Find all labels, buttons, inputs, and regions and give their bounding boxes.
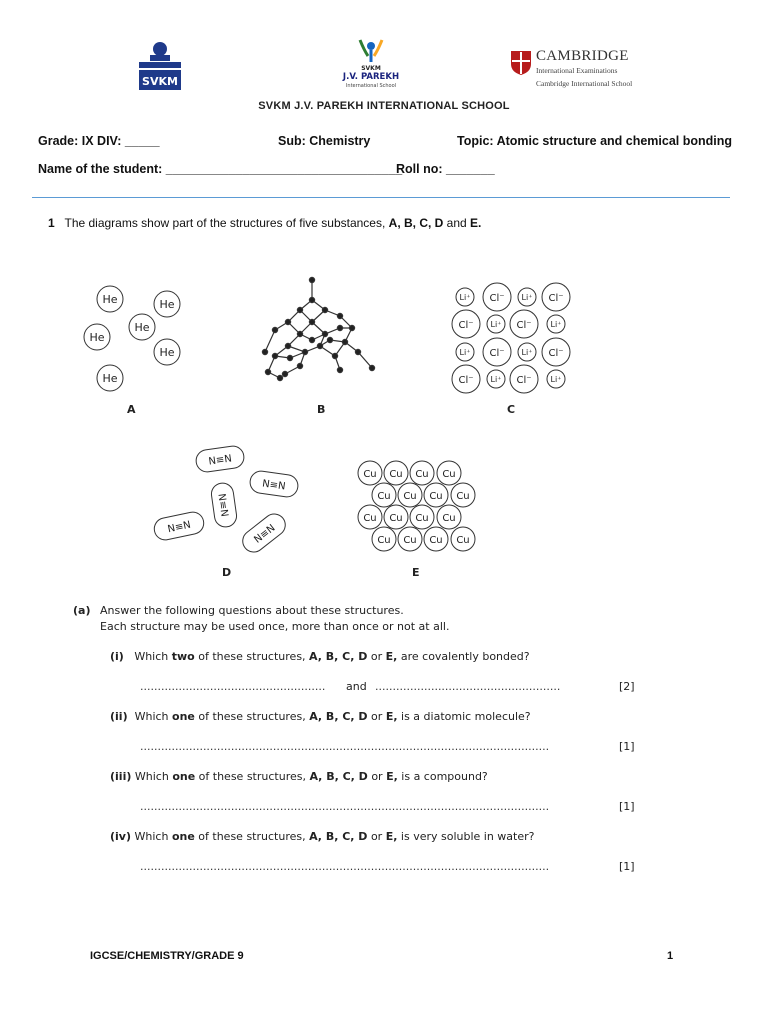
intro-text: The diagrams show part of the structures of five substances, [64,216,386,230]
svg-text:N≡N: N≡N [215,492,230,518]
he-atom: He [89,331,105,344]
footer-course: IGCSE/CHEMISTRY/GRADE 9 [90,950,244,962]
footer-page-number: 1 [667,950,674,962]
svg-text:N≡N: N≡N [166,519,192,536]
label-b: B [317,403,326,416]
jvp-logo-line2: J.V. PAREKH [342,72,400,82]
answer-and: and [346,680,367,693]
svg-text:Cl⁻: Cl⁻ [458,375,474,386]
svg-text:Cl⁻: Cl⁻ [548,293,564,304]
cambridge-title: CAMBRIDGE [536,48,629,64]
marks-iv: [1] [619,860,635,873]
he-atom: He [159,298,175,311]
answer-line-iii[interactable]: ..................................................................................................................... [140,800,550,813]
svg-text:Li⁺: Li⁺ [550,320,562,329]
svg-text:Cl⁻: Cl⁻ [548,348,564,359]
svg-text:Cu: Cu [429,535,443,546]
svg-text:Li⁺: Li⁺ [459,293,471,302]
svg-text:Cu: Cu [389,469,403,480]
diagram-b-lattice [262,277,374,380]
school-name: SVKM J.V. PAREKH INTERNATIONAL SCHOOL [258,100,510,112]
marks-iii: [1] [619,800,635,813]
svg-text:Cu: Cu [403,491,417,502]
answer-line-i-2[interactable]: ..................................................... [375,680,561,693]
svg-text:N≡N: N≡N [207,453,233,468]
svg-text:Cu: Cu [442,513,456,524]
question-i: (i) Which two of these structures, A, B, C, D or E, are covalently bonded? [110,650,530,663]
svg-text:Cu: Cu [429,491,443,502]
part-a-label: (a) [73,604,91,617]
svg-text:Li⁺: Li⁺ [490,375,502,384]
answer-line-ii[interactable]: ..................................................................................................................... [140,740,550,753]
svg-text:Cu: Cu [456,491,470,502]
svg-text:Cu: Cu [415,469,429,480]
label-e: E [412,566,420,579]
svg-text:N≡N: N≡N [252,522,278,546]
svg-text:Cu: Cu [442,469,456,480]
cambridge-sub2: Cambridge International School [536,79,633,88]
grade-field: Grade: IX DIV: _____ [38,134,160,148]
he-atom: He [102,293,118,306]
question-ii: (ii) Which one of these structures, A, B, C, D or E, is a diatomic molecule? [110,710,531,723]
svg-text:Li⁺: Li⁺ [550,375,562,384]
topic-field: Topic: Atomic structure and chemical bonding [457,134,733,148]
question-iii: (iii) Which one of these structures, A, B, C, D or E, is a compound? [110,770,488,783]
marks-i: [2] [619,680,635,693]
label-d: D [222,566,232,579]
svg-text:Li⁺: Li⁺ [521,293,533,302]
svg-text:Cu: Cu [377,491,391,502]
he-atom: He [102,372,118,385]
svg-text:Cl⁻: Cl⁻ [489,348,505,359]
svg-text:Cu: Cu [456,535,470,546]
svg-text:Li⁺: Li⁺ [490,320,502,329]
intro-letters-2: E. [470,216,482,230]
label-a: A [127,403,136,416]
question-iv: (iv) Which one of these structures, A, B, C, D or E, is very soluble in water? [110,830,535,843]
svg-text:Cl⁻: Cl⁻ [516,320,532,331]
intro-letters-1: A, B, C, D [388,216,444,230]
roll-no-field: Roll no: _______ [396,162,495,176]
svg-text:Cu: Cu [363,469,377,480]
svg-text:Cu: Cu [363,513,377,524]
svg-text:Li⁺: Li⁺ [521,348,533,357]
label-c: C [507,403,516,416]
svg-text:N≡N: N≡N [261,478,287,493]
intro-and: and [446,216,467,230]
svg-text:Li⁺: Li⁺ [459,348,471,357]
cambridge-sub1: International Examinations [536,66,618,75]
svg-text:Cu: Cu [415,513,429,524]
jvp-logo-line1: SVKM [361,65,381,72]
subject-field: Sub: Chemistry [278,134,371,148]
part-a-line1: Answer the following questions about these structures. [100,604,404,617]
svg-text:Cu: Cu [403,535,417,546]
student-name-field: Name of the student: __________________________________ [38,162,403,176]
he-atom: He [159,346,175,359]
marks-ii: [1] [619,740,635,753]
svg-text:Cl⁻: Cl⁻ [516,375,532,386]
answer-line-iv[interactable]: ..................................................................................................................... [140,860,550,873]
svg-text:Cl⁻: Cl⁻ [458,320,474,331]
svg-text:Cl⁻: Cl⁻ [489,293,505,304]
svkm-logo-text: SVKM [142,75,178,88]
he-atom: He [134,321,150,334]
jvp-logo-line3: International School [345,83,397,89]
question-number: 1 [48,216,55,230]
answer-line-i-1[interactable]: ..................................................... [140,680,326,693]
part-a-line2: Each structure may be used once, more than once or not at all. [100,620,450,633]
svg-text:Cu: Cu [377,535,391,546]
svg-text:Cu: Cu [389,513,403,524]
